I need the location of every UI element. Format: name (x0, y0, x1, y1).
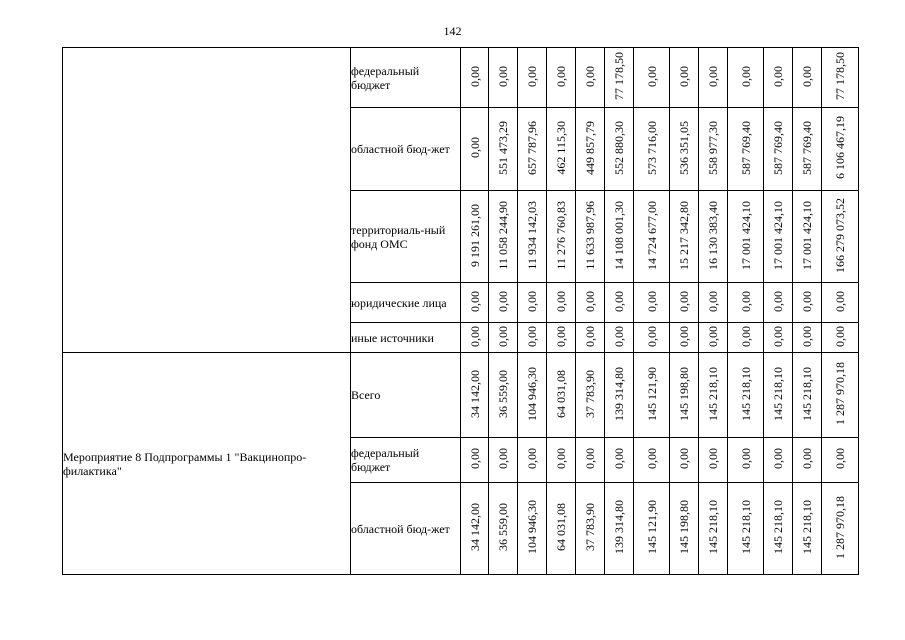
value-cell (605, 323, 634, 353)
value-text: 0,00 (833, 448, 847, 469)
value-text: 551 473,29 (496, 120, 510, 175)
value-text: 0,00 (583, 325, 597, 347)
value-text: 552 880,30 (612, 120, 626, 175)
value-text: 536 351,05 (677, 120, 691, 175)
value-cell (461, 353, 489, 438)
value-cell (605, 353, 634, 438)
value-text: 145 121,90 (644, 366, 659, 421)
value-cell (670, 283, 699, 323)
value-text: 0,00 (644, 65, 659, 87)
value-cell (764, 483, 793, 575)
funding-source-cell: федеральный бюджет (351, 438, 461, 483)
value-cell (793, 191, 822, 283)
value-cell (461, 323, 489, 353)
value-text: 0,00 (677, 65, 691, 87)
value-cell (670, 483, 699, 575)
value-text: 145 198,80 (677, 500, 691, 554)
value-text: 0,00 (583, 290, 597, 312)
value-text: 0,00 (833, 290, 847, 312)
value-cell (793, 323, 822, 353)
value-text: 77 178,50 (833, 52, 847, 100)
page-number: 142 (443, 24, 462, 38)
value-cell (518, 48, 547, 108)
value-cell (822, 283, 859, 323)
value-text: 0,00 (467, 325, 482, 347)
value-text: 657 787,96 (525, 120, 539, 175)
value-cell (728, 108, 764, 191)
value-cell (699, 353, 728, 438)
value-cell (670, 108, 699, 191)
value-text: 36 559,00 (496, 503, 510, 551)
value-text: 6 106 467,19 (833, 116, 847, 179)
value-text: 11 058 244,90 (496, 200, 510, 270)
value-cell (793, 108, 822, 191)
value-cell (461, 438, 489, 483)
value-cell (634, 48, 670, 108)
value-cell (547, 48, 576, 108)
value-text: 0,00 (525, 65, 539, 87)
value-cell (728, 283, 764, 323)
value-text: 0,00 (496, 325, 510, 347)
value-cell (764, 323, 793, 353)
value-text: 145 218,10 (771, 366, 785, 421)
value-text: 17 001 424,10 (738, 200, 753, 270)
value-text: 1 287 970,18 (833, 495, 847, 559)
table-row (63, 353, 859, 438)
value-text: 34 142,00 (467, 369, 482, 418)
value-cell (699, 283, 728, 323)
value-text: 104 946,30 (525, 500, 539, 554)
value-text: 0,00 (554, 325, 568, 347)
value-cell (764, 48, 793, 108)
value-cell (547, 283, 576, 323)
value-text: 0,00 (467, 448, 482, 469)
value-cell (793, 483, 822, 575)
funding-source-cell: областной бюд-жет (351, 483, 461, 575)
value-text: 0,00 (800, 448, 814, 469)
value-text: 0,00 (738, 65, 753, 87)
value-text: 139 314,80 (612, 500, 626, 554)
value-text: 0,00 (467, 65, 482, 87)
value-text: 0,00 (496, 448, 510, 469)
value-text: 558 977,30 (706, 120, 720, 175)
value-cell (634, 323, 670, 353)
value-text: 0,00 (554, 290, 568, 312)
value-text: 145 218,10 (706, 366, 720, 421)
value-cell (728, 438, 764, 483)
value-cell (764, 353, 793, 438)
value-text: 145 218,10 (800, 500, 814, 554)
value-cell (699, 323, 728, 353)
value-text: 145 218,10 (771, 500, 785, 554)
value-text: 139 314,80 (612, 366, 626, 421)
value-text: 0,00 (496, 290, 510, 312)
value-text: 145 198,80 (677, 366, 691, 421)
value-cell (605, 108, 634, 191)
value-cell (822, 483, 859, 575)
value-cell (518, 191, 547, 283)
value-text: 462 115,30 (554, 120, 568, 175)
value-text: 0,00 (644, 325, 659, 347)
value-text: 15 217 342,80 (677, 200, 691, 270)
value-text: 0,00 (644, 448, 659, 469)
value-text: 573 716,00 (644, 120, 659, 175)
value-cell (670, 438, 699, 483)
value-cell (489, 353, 518, 438)
event-cell (63, 353, 351, 575)
value-cell (489, 191, 518, 283)
value-text: 77 178,50 (612, 52, 626, 100)
value-cell (699, 483, 728, 575)
value-text: 0,00 (554, 65, 568, 87)
event-label: Мероприятие 8 Подпрограммы 1 "Вакцинопро-филактика" (63, 449, 307, 478)
value-cell (489, 283, 518, 323)
value-text: 104 946,30 (525, 366, 539, 421)
value-text: 145 218,10 (800, 366, 814, 421)
value-cell (699, 48, 728, 108)
value-text: 0,00 (771, 448, 785, 469)
value-cell (576, 483, 605, 575)
value-text: 145 218,10 (706, 500, 720, 554)
value-text: 145 218,10 (738, 366, 753, 421)
value-text: 0,00 (771, 290, 785, 312)
value-cell (605, 191, 634, 283)
value-text: 0,00 (612, 290, 626, 312)
value-cell (518, 353, 547, 438)
value-text: 1 287 970,18 (833, 362, 847, 425)
value-cell (634, 108, 670, 191)
value-text: 0,00 (738, 448, 753, 469)
value-cell (576, 191, 605, 283)
value-text: 16 130 383,40 (706, 200, 720, 270)
value-cell (764, 283, 793, 323)
value-cell (822, 108, 859, 191)
value-cell (518, 483, 547, 575)
value-cell (634, 191, 670, 283)
value-cell (728, 353, 764, 438)
value-cell (576, 108, 605, 191)
value-cell (793, 48, 822, 108)
value-cell (461, 48, 489, 108)
value-cell (728, 323, 764, 353)
table-row (63, 48, 859, 108)
value-text: 11 934 142,03 (525, 200, 539, 270)
value-cell (547, 323, 576, 353)
funding-source-cell: областной бюд-жет (351, 108, 461, 191)
value-text: 0,00 (525, 448, 539, 469)
value-text: 145 121,90 (644, 500, 659, 554)
value-text: 0,00 (800, 65, 814, 87)
budget-table (62, 47, 859, 575)
value-cell (518, 108, 547, 191)
value-cell (764, 438, 793, 483)
value-cell (699, 108, 728, 191)
value-text: 0,00 (554, 448, 568, 469)
value-cell (461, 483, 489, 575)
value-text: 0,00 (525, 290, 539, 312)
value-cell (764, 108, 793, 191)
value-cell (605, 48, 634, 108)
value-cell (822, 323, 859, 353)
value-cell (634, 283, 670, 323)
funding-source-cell: Всего (351, 353, 461, 438)
value-cell (547, 483, 576, 575)
event-cell (63, 48, 351, 353)
value-cell (461, 191, 489, 283)
value-text: 0,00 (612, 448, 626, 469)
value-text: 11 276 760,83 (554, 200, 568, 270)
value-text: 34 142,00 (467, 503, 482, 551)
value-cell (699, 191, 728, 283)
value-text: 587 769,40 (738, 120, 753, 175)
value-text: 36 559,00 (496, 369, 510, 418)
value-cell (699, 438, 728, 483)
value-cell (489, 48, 518, 108)
value-cell (605, 438, 634, 483)
value-text: 0,00 (583, 448, 597, 469)
value-text: 0,00 (771, 325, 785, 347)
value-text: 587 769,40 (771, 120, 785, 175)
value-cell (634, 353, 670, 438)
value-text: 64 031,08 (554, 503, 568, 551)
value-cell (547, 108, 576, 191)
value-text: 0,00 (525, 325, 539, 347)
value-text: 0,00 (833, 325, 847, 347)
value-text: 0,00 (677, 325, 691, 347)
value-text: 14 724 677,00 (644, 200, 659, 270)
value-cell (605, 483, 634, 575)
value-text: 0,00 (800, 290, 814, 312)
value-cell (822, 438, 859, 483)
value-cell (461, 283, 489, 323)
value-cell (576, 323, 605, 353)
value-text: 0,00 (583, 65, 597, 87)
value-text: 17 001 424,10 (800, 200, 814, 270)
value-text: 0,00 (738, 290, 753, 312)
value-cell (822, 353, 859, 438)
value-text: 0,00 (800, 325, 814, 347)
value-text: 0,00 (738, 325, 753, 347)
value-text: 0,00 (706, 325, 720, 347)
value-cell (576, 283, 605, 323)
value-text: 0,00 (771, 65, 785, 87)
value-text: 0,00 (706, 448, 720, 469)
value-cell (576, 438, 605, 483)
value-cell (822, 191, 859, 283)
value-text: 64 031,08 (554, 369, 568, 418)
value-text: 0,00 (612, 325, 626, 347)
value-text: 11 633 987,96 (583, 200, 597, 270)
value-cell (634, 438, 670, 483)
funding-source-cell: иные источники (351, 323, 461, 353)
value-text: 0,00 (677, 290, 691, 312)
value-text: 0,00 (644, 290, 659, 312)
value-cell (547, 438, 576, 483)
funding-source-cell: юридические лица (351, 283, 461, 323)
value-text: 14 108 001,30 (612, 200, 626, 270)
value-text: 0,00 (706, 290, 720, 312)
value-cell (518, 438, 547, 483)
value-text: 37 783,90 (583, 503, 597, 551)
value-cell (489, 483, 518, 575)
funding-source-cell: территориаль-ный фонд ОМС (351, 191, 461, 283)
value-cell (461, 108, 489, 191)
value-cell (764, 191, 793, 283)
value-cell (547, 353, 576, 438)
value-text: 145 218,10 (738, 500, 753, 554)
value-text: 587 769,40 (800, 120, 814, 175)
value-cell (793, 283, 822, 323)
value-cell (518, 323, 547, 353)
value-cell (822, 48, 859, 108)
value-cell (489, 108, 518, 191)
value-cell (793, 438, 822, 483)
value-text: 0,00 (706, 65, 720, 87)
value-cell (670, 191, 699, 283)
value-cell (605, 283, 634, 323)
value-cell (670, 323, 699, 353)
value-cell (518, 283, 547, 323)
value-text: 0,00 (467, 290, 482, 312)
funding-source-cell: федеральный бюджет (351, 48, 461, 108)
value-text: 166 279 073,52 (833, 197, 847, 273)
value-text: 9 191 261,00 (467, 203, 482, 267)
value-cell (670, 353, 699, 438)
value-cell (576, 353, 605, 438)
value-cell (793, 353, 822, 438)
value-cell (489, 323, 518, 353)
value-text: 37 783,90 (583, 369, 597, 418)
value-cell (670, 48, 699, 108)
value-text: 0,00 (467, 137, 482, 158)
value-cell (547, 191, 576, 283)
value-text: 449 857,79 (583, 120, 597, 175)
value-cell (489, 438, 518, 483)
value-cell (728, 48, 764, 108)
value-text: 17 001 424,10 (771, 200, 785, 270)
value-text: 0,00 (677, 448, 691, 469)
value-cell (634, 483, 670, 575)
value-cell (728, 483, 764, 575)
value-cell (576, 48, 605, 108)
value-text: 0,00 (496, 65, 510, 87)
value-cell (728, 191, 764, 283)
